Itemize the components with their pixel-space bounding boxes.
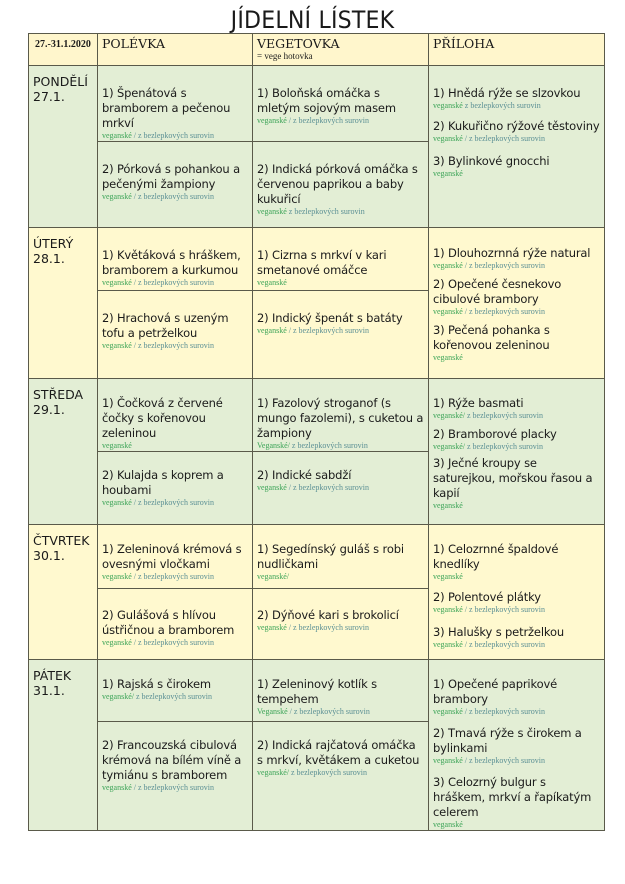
veg-cell: [253, 228, 429, 291]
diet-tags: [433, 101, 600, 111]
soup-item: [102, 66, 248, 141]
dish-name: 2) Hrachová s uzeným tofu a petrželkou: [102, 311, 229, 340]
vegan-tag: veganské/: [433, 411, 465, 420]
column-header-side: PŘÍLOHA: [433, 36, 495, 51]
veg-cell: [253, 291, 429, 379]
veg-item: [257, 228, 424, 288]
vegan-tag: veganské: [433, 307, 463, 316]
dish-name: 2) Indická pórková omáčka s červenou paprikou a baby kukuřicí: [257, 162, 418, 206]
dish-name: 1) Fazolový stroganof (s mungo fazolemi), s cuketou a žampiony: [257, 396, 424, 440]
day-name: STŘEDA: [33, 387, 84, 402]
side-item: [433, 228, 600, 271]
vegan-tag: veganské: [433, 261, 463, 270]
veg-cell: [253, 452, 429, 525]
soup-cell: [98, 228, 253, 291]
diet-tags: [433, 605, 600, 615]
diet-tags: [102, 441, 248, 451]
page-title: JÍDELNÍ LÍSTEK: [230, 6, 395, 34]
veg-item: [257, 722, 424, 778]
gluten-free-tag: / z bezlepkových surovin: [462, 605, 545, 614]
dish-name: 2) Bramborové placky: [433, 427, 557, 441]
gluten-free-tag: z bezlepkových surovin: [465, 442, 543, 451]
gluten-free-tag: z bezlepkových surovin: [462, 101, 541, 110]
side-item: [433, 111, 600, 144]
side-item: [433, 271, 600, 317]
diet-tags: [257, 768, 424, 778]
dish-name: 1) Dlouhozrnná rýže natural: [433, 246, 591, 260]
gluten-free-tag: / z bezlepkových surovin: [462, 640, 545, 649]
side-item: [433, 615, 600, 650]
vegan-tag: veganské: [102, 441, 132, 450]
column-header-soup: POLÉVKA: [102, 36, 165, 51]
side-item: [433, 317, 600, 363]
gluten-free-tag: / z bezlepkových surovin: [287, 707, 370, 716]
gluten-free-tag: / z bezlepkových surovin: [131, 278, 214, 287]
day-row: [29, 66, 605, 142]
dish-name: 1) Čočková z červené čočky s kořenovou zeleninou: [102, 396, 223, 440]
gluten-free-tag: / z bezlepkových surovin: [131, 131, 214, 140]
dish-name: 1) Celozrnné špaldové knedlíky: [433, 542, 559, 571]
dish-name: 3) Halušky s petrželkou: [433, 625, 565, 639]
veg-cell: [253, 589, 429, 660]
dish-name: 1) Rýže basmati: [433, 396, 524, 410]
diet-tags: [102, 192, 248, 202]
dish-name: 1) Cizrna s mrkví v kari smetanové omáčce: [257, 248, 387, 277]
soup-cell: [98, 525, 253, 589]
vegan-tag: veganské: [433, 572, 463, 581]
side-item: [433, 379, 600, 421]
vegan-tag: veganské: [433, 101, 463, 110]
diet-tags: [102, 572, 248, 582]
gluten-free-tag: z bezlepkových surovin: [286, 207, 365, 216]
diet-tags: [102, 341, 248, 351]
day-name: PÁTEK: [33, 668, 72, 683]
vegan-tag: veganské: [102, 341, 132, 350]
veg-item: [257, 379, 424, 451]
day-date: 27.1.: [33, 89, 65, 104]
dish-name: 1) Hnědá rýže se slzovkou: [433, 86, 581, 100]
diet-tags: [102, 131, 248, 141]
dish-name: 1) Opečené paprikové brambory: [433, 677, 558, 706]
side-item: [433, 452, 600, 511]
day-date: 28.1.: [33, 251, 65, 266]
diet-tags: [102, 638, 248, 648]
veg-cell: [253, 66, 429, 142]
menu-table: [28, 33, 605, 831]
soup-cell: [98, 379, 253, 452]
side-item: [433, 66, 600, 111]
diet-tags: [433, 820, 600, 830]
gluten-free-tag: z bezlepkových surovin: [465, 411, 543, 420]
dish-name: 2) Indická rajčatová omáčka s mrkví, květákem a cuketou: [257, 738, 420, 768]
diet-tags: [257, 572, 424, 582]
dish-name: 2) Polentové plátky: [433, 590, 541, 604]
side-cell: [429, 379, 605, 525]
day-cell: [29, 379, 98, 525]
gluten-free-tag: / z bezlepkových surovin: [286, 326, 369, 335]
column-header-veg-note: = vege hotovka: [257, 51, 313, 61]
column-header-veg: VEGETOVKA: [257, 36, 340, 51]
diet-tags: [433, 756, 600, 766]
vegan-tag: veganské: [433, 501, 463, 510]
header-date-cell: [29, 34, 98, 66]
gluten-free-tag: / z bezlepkových surovin: [286, 483, 369, 492]
veg-cell: [253, 722, 429, 831]
vegan-tag: veganské: [102, 498, 132, 507]
diet-tags: [102, 783, 248, 793]
diet-tags: [257, 207, 424, 217]
dish-name: 2) Gulášová s hlívou ústřičnou a bramborem: [102, 608, 235, 637]
dish-name: 1) Rajská s čirokem: [102, 677, 211, 691]
gluten-free-tag: / z bezlepkových surovin: [131, 783, 214, 793]
diet-tags: [433, 411, 600, 421]
gluten-free-tag: / z bezlepkových surovin: [462, 307, 545, 316]
vegan-tag: veganské: [257, 483, 287, 492]
vegan-tag: veganské/: [102, 692, 134, 701]
day-cell: [29, 660, 98, 831]
dish-name: 2) Pórková s pohankou a pečenými žampiony: [102, 162, 240, 191]
day-name: PONDĚLÍ: [33, 74, 88, 89]
diet-tags: [257, 326, 424, 336]
day-date: 30.1.: [33, 548, 65, 563]
diet-tags: [433, 501, 600, 511]
gluten-free-tag: / z bezlepkových surovin: [462, 756, 545, 765]
vegan-tag: veganské: [433, 756, 463, 765]
diet-tags: [257, 116, 424, 126]
vegan-tag: veganské: [102, 572, 132, 581]
veg-item: [257, 291, 424, 336]
gluten-free-tag: / z bezlepkových surovin: [131, 498, 214, 507]
diet-tags: [102, 498, 248, 508]
side-item: [433, 717, 600, 766]
gluten-free-tag: / z bezlepkových surovin: [462, 707, 545, 716]
soup-item: [102, 228, 248, 288]
diet-tags: [433, 307, 600, 317]
soup-item: [102, 291, 248, 351]
header-row: [29, 34, 605, 66]
gluten-free-tag: z bezlepkových surovin: [134, 692, 212, 701]
day-row: [29, 660, 605, 722]
diet-tags: [433, 640, 600, 650]
soup-cell: [98, 142, 253, 228]
gluten-free-tag: / z bezlepkových surovin: [286, 116, 369, 125]
day-row: [29, 379, 605, 452]
vegan-tag: veganské: [102, 638, 132, 647]
dish-name: 1) Květáková s hráškem, bramborem a kurkumou: [102, 248, 241, 277]
day-date: 31.1.: [33, 683, 65, 698]
side-item: [433, 766, 600, 830]
gluten-free-tag: / z bezlepkových surovin: [131, 638, 214, 647]
side-item: [433, 144, 600, 179]
dish-name: 3) Bylinkové gnocchi: [433, 154, 550, 168]
soup-item: [102, 452, 248, 508]
dish-name: 2) Opečené česnekovo cibulové brambory: [433, 277, 562, 306]
soup-cell: [98, 722, 253, 831]
soup-item: [102, 525, 248, 582]
dish-name: 1) Boloňská omáčka s mletým sojovým masem: [257, 86, 396, 115]
vegan-tag: veganské: [102, 278, 132, 287]
side-cell: [429, 660, 605, 831]
diet-tags: [433, 572, 600, 582]
diet-tags: [257, 483, 424, 493]
diet-tags: [433, 353, 600, 363]
dish-name: 1) Segedínský guláš s robi nudličkami: [257, 542, 404, 571]
side-item: [433, 525, 600, 582]
soup-item: [102, 660, 248, 702]
side-item: [433, 421, 600, 452]
vegan-tag: veganské: [433, 134, 463, 143]
dish-name: 3) Pečená pohanka s kořenovou zeleninou: [433, 323, 550, 352]
vegan-tag: veganské: [257, 116, 287, 125]
diet-tags: [257, 623, 424, 633]
dish-name: 2) Tmavá rýže s čirokem a bylinkami: [433, 726, 582, 755]
diet-tags: [433, 707, 600, 717]
veg-item: [257, 525, 424, 582]
diet-tags: [433, 134, 600, 144]
soup-cell: [98, 66, 253, 142]
soup-item: [102, 142, 248, 202]
vegan-tag: veganské: [433, 640, 463, 649]
vegan-tag: veganské: [433, 353, 463, 362]
day-cell: [29, 228, 98, 379]
header-side-cell: [429, 34, 605, 66]
veg-cell: [253, 379, 429, 452]
soup-item: [102, 379, 248, 451]
dish-name: 2) Dýňové kari s brokolicí: [257, 608, 399, 622]
dish-name: 1) Špenátová s bramborem a pečenou mrkví: [102, 86, 231, 130]
vegan-tag: veganské: [257, 326, 287, 335]
vegan-tag: veganské/: [257, 572, 289, 581]
header-veg-cell: [253, 34, 429, 66]
veg-item: [257, 660, 424, 717]
vegan-tag: veganské: [433, 169, 463, 178]
dish-name: 2) Kukuřično rýžové těstoviny: [433, 119, 600, 133]
vegan-tag: veganské: [433, 605, 463, 614]
vegan-tag: veganské: [102, 783, 132, 793]
soup-item: [102, 722, 248, 793]
veg-cell: [253, 660, 429, 722]
vegan-tag: Veganské: [257, 707, 288, 716]
veg-cell: [253, 525, 429, 589]
soup-cell: [98, 660, 253, 722]
soup-cell: [98, 589, 253, 660]
diet-tags: [102, 692, 248, 702]
day-cell: [29, 525, 98, 660]
diet-tags: [433, 261, 600, 271]
gluten-free-tag: / z bezlepkových surovin: [131, 572, 214, 581]
vegan-tag: veganské: [102, 131, 132, 140]
veg-item: [257, 452, 424, 493]
soup-item: [102, 589, 248, 648]
day-name: ČTVRTEK: [33, 533, 90, 548]
vegan-tag: Veganské/: [257, 441, 290, 450]
vegan-tag: veganské: [257, 623, 287, 632]
vegan-tag: veganské/: [433, 442, 465, 451]
veg-item: [257, 142, 424, 217]
side-cell: [429, 228, 605, 379]
day-name: ÚTERÝ: [33, 236, 74, 251]
vegan-tag: veganské: [257, 207, 287, 216]
vegan-tag: veganské: [102, 192, 132, 201]
diet-tags: [257, 441, 424, 451]
day-row: [29, 228, 605, 291]
gluten-free-tag: / z bezlepkových surovin: [286, 623, 369, 632]
gluten-free-tag: z bezlepkových surovin: [289, 768, 367, 778]
dish-name: 3) Celozrný bulgur s hráškem, mrkví a řapíkatým celerem: [433, 775, 592, 819]
gluten-free-tag: / z bezlepkových surovin: [462, 261, 545, 270]
day-date: 29.1.: [33, 402, 65, 417]
dish-name: 2) Francouzská cibulová krémová na bílém víně a tymiánu s bramborem: [102, 738, 242, 783]
diet-tags: [102, 278, 248, 288]
veg-item: [257, 589, 424, 633]
side-item: [433, 582, 600, 615]
dish-name: 2) Kulajda s koprem a houbami: [102, 468, 224, 497]
dish-name: 3) Ječné kroupy se saturejkou, mořskou řasou a kapií: [433, 456, 593, 500]
diet-tags: [433, 442, 600, 452]
soup-cell: [98, 291, 253, 379]
vegan-tag: veganské/: [257, 768, 289, 778]
day-cell: [29, 66, 98, 228]
veg-item: [257, 66, 424, 126]
soup-cell: [98, 452, 253, 525]
dish-name: 2) Indické sabdží: [257, 468, 352, 482]
gluten-free-tag: / z bezlepkových surovin: [131, 341, 214, 350]
vegan-tag: veganské: [433, 707, 463, 716]
day-row: [29, 525, 605, 589]
dish-name: 1) Zeleninová krémová s ovesnými vločkami: [102, 542, 242, 571]
gluten-free-tag: z bezlepkových surovin: [289, 441, 368, 450]
side-cell: [429, 525, 605, 660]
vegan-tag: veganské: [257, 278, 287, 287]
gluten-free-tag: / z bezlepkových surovin: [131, 192, 214, 201]
gluten-free-tag: / z bezlepkových surovin: [462, 134, 545, 143]
header-soup-cell: [98, 34, 253, 66]
side-item: [433, 660, 600, 717]
diet-tags: [257, 278, 424, 288]
diet-tags: [257, 707, 424, 717]
veg-cell: [253, 142, 429, 228]
dish-name: 1) Zeleninový kotlík s tempehem: [257, 677, 377, 706]
diet-tags: [433, 169, 600, 179]
date-range: 27.-31.1.2020: [35, 39, 91, 50]
dish-name: 2) Indický špenát s batáty: [257, 311, 403, 325]
side-cell: [429, 66, 605, 228]
vegan-tag: veganské: [433, 820, 463, 829]
